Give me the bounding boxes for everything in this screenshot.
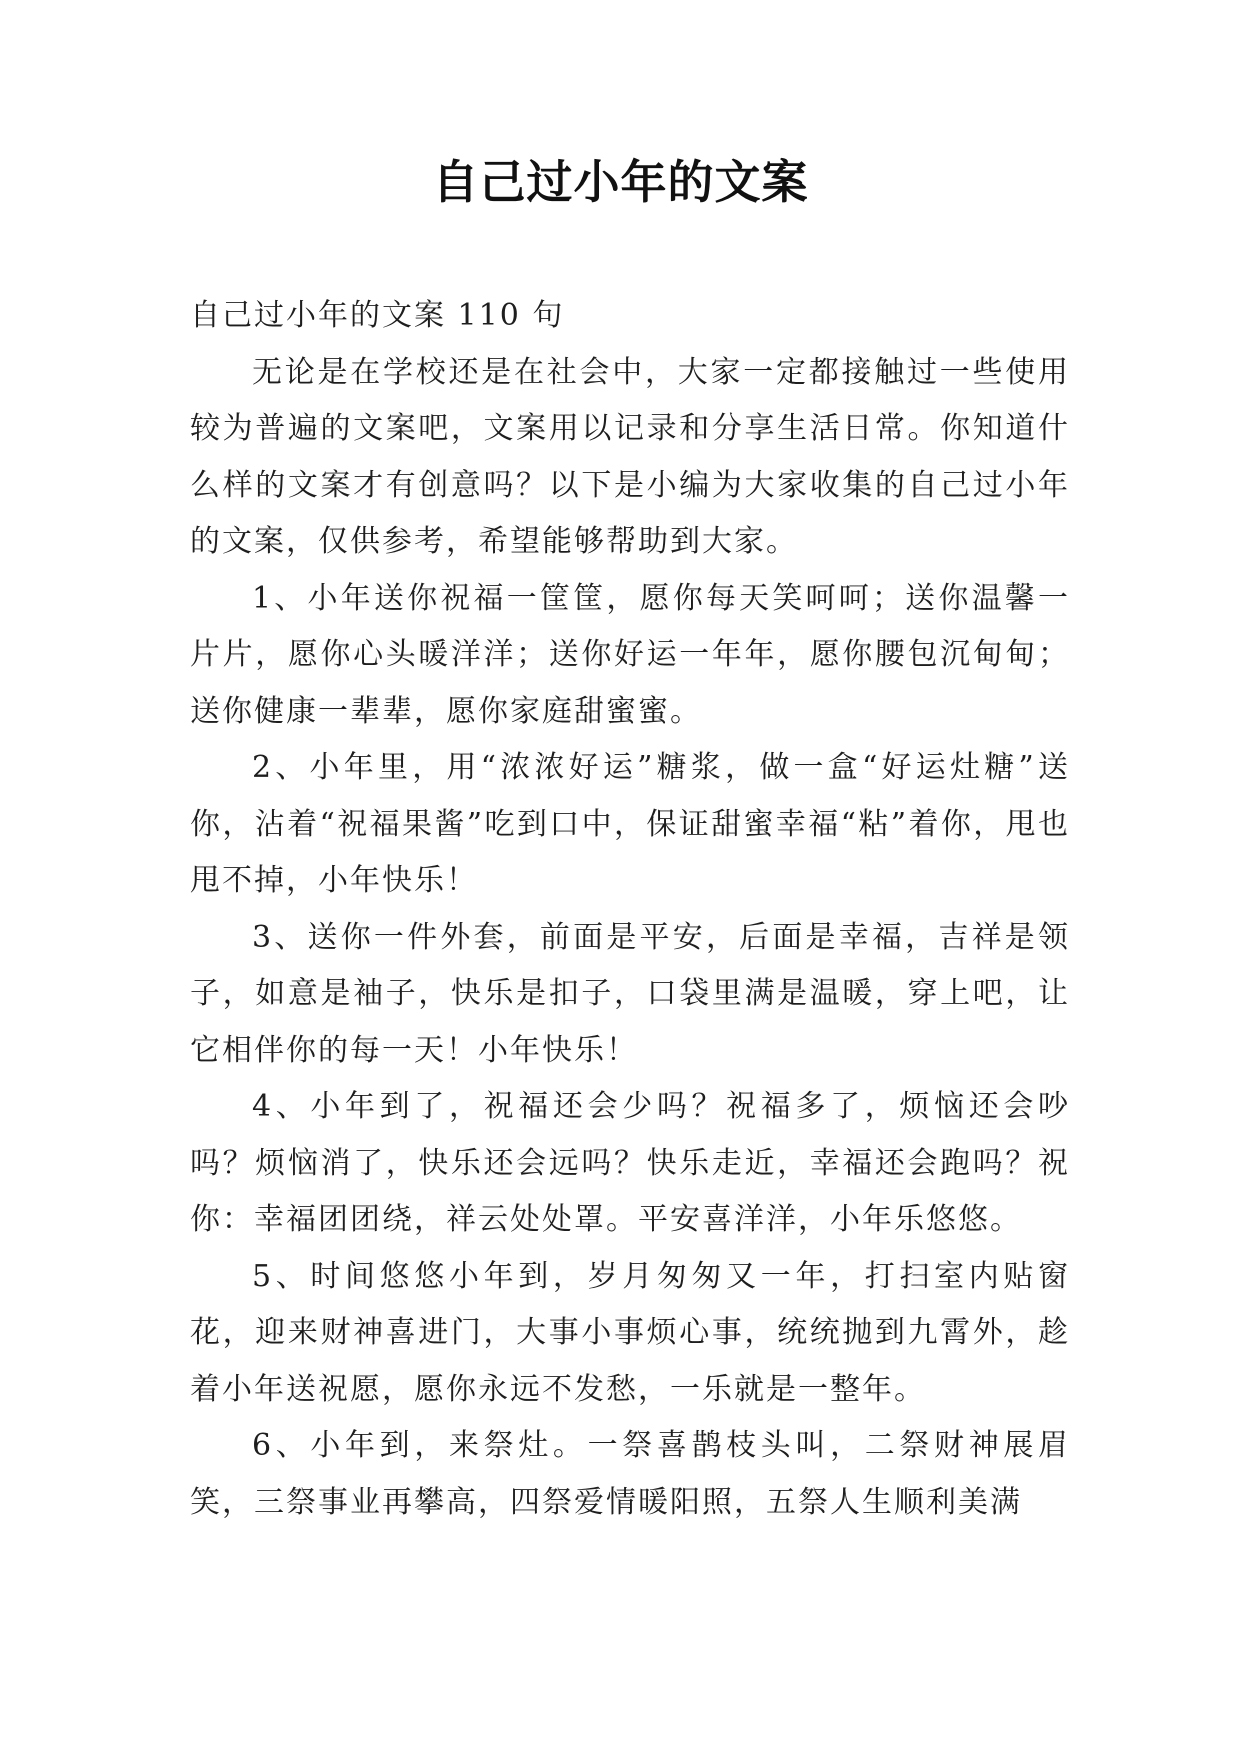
blessing-paragraph-5: 5、时间悠悠小年到，岁月匆匆又一年，打扫室内贴窗花，迎来财神喜进门，大事小事烦心事，统统抛到九霄外，趁着小年送祝愿，愿你永远不发愁，一乐就是一整年。	[190, 1258, 1070, 1407]
blessing-paragraph-6: 6、小年到，来祭灶。一祭喜鹊枝头叫，二祭财神展眉笑，三祭事业再攀高，四祭爱情暖阳照，五祭人生顺利美满	[190, 1428, 1070, 1520]
blessing-paragraph-4: 4、小年到了，祝福还会少吗？祝福多了，烦恼还会吵吗？烦恼消了，快乐还会远吗？快乐走近，幸福还会跑吗？祝你：幸福团团绕，祥云处处罩。平安喜洋洋，小年乐悠悠。	[190, 1089, 1070, 1237]
blessing-paragraph-3: 3、送你一件外套，前面是平安，后面是幸福，吉祥是领子，如意是袖子，快乐是扣子，口袋里满是温暖，穿上吧，让它相伴你的每一天！小年快乐！	[190, 919, 1070, 1068]
document-title: 自己过小年的文案	[432, 155, 809, 209]
blessing-paragraph-1: 1、小年送你祝福一筐筐，愿你每天笑呵呵；送你温馨一片片，愿你心头暖洋洋；送你好运一年年，愿你腰包沉甸甸；送你健康一辈辈，愿你家庭甜蜜蜜。	[190, 580, 1070, 729]
intro-paragraph: 无论是在学校还是在社会中，大家一定都接触过一些使用较为普遍的文案吧，文案用以记录和分享生活日常。你知道什么样的文案才有创意吗？以下是小编为大家收集的自己过小年的文案，仅供参考，希望能够帮助到大家。	[190, 354, 1070, 559]
blessing-paragraph-2: 2、小年里，用“浓浓好运”糖浆，做一盒“好运灶糖”送你，沾着“祝福果酱”吃到口中，保证甜蜜幸福“粘”着你，甩也甩不掉，小年快乐！	[190, 750, 1070, 898]
document-body	[190, 288, 1070, 1531]
document-subtitle: 自己过小年的文案 110 句	[190, 298, 565, 333]
